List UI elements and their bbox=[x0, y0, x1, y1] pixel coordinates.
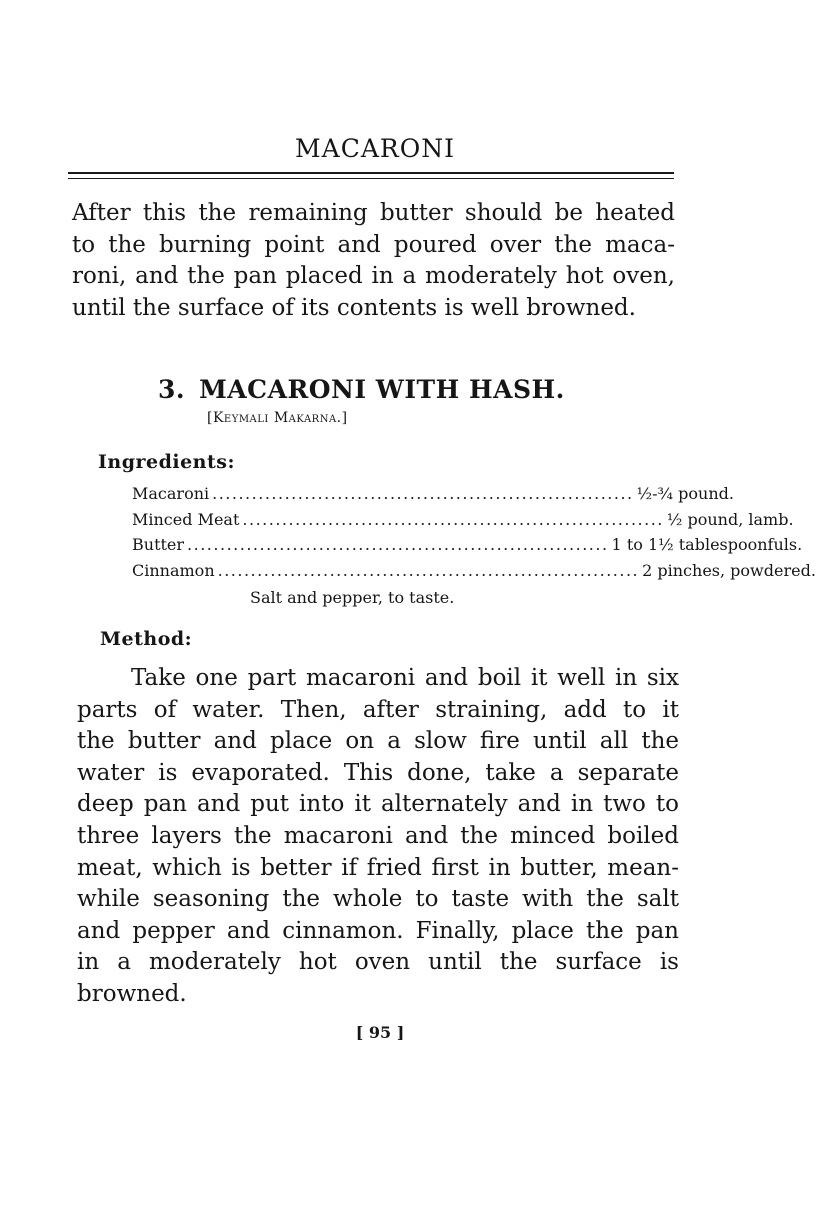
recipe-subtitle: [Keymali Makarna.] bbox=[207, 410, 348, 426]
paragraph-line: in a moderately hot oven until the surface is bbox=[77, 949, 679, 976]
paragraph-line: meat, which is better if fried first in butter, mean- bbox=[77, 854, 679, 881]
recipe-title-text: MACARONI WITH HASH. bbox=[199, 375, 565, 404]
paragraph-line: roni, and the pan placed in a moderately hot oven, bbox=[72, 263, 675, 290]
paragraph-line: and pepper and cinnamon. Finally, place the pan bbox=[77, 917, 679, 944]
method-paragraph bbox=[77, 663, 679, 1011]
recipe-number: 3. bbox=[158, 375, 186, 404]
paragraph-line: the butter and place on a slow fire until all the bbox=[77, 728, 679, 755]
dot-leader: ................................................................ bbox=[242, 509, 664, 529]
intro-paragraph bbox=[72, 198, 675, 324]
paragraph-line: until the surface of its contents is well browned. bbox=[72, 294, 636, 321]
paragraph-line: while seasoning the whole to taste with the salt bbox=[77, 886, 679, 913]
ingredient-name: Macaroni bbox=[132, 484, 210, 503]
ingredient-name: Minced Meat bbox=[132, 509, 240, 529]
paragraph-line: to the burning point and poured over the maca- bbox=[72, 231, 675, 258]
header-rule-thin bbox=[68, 178, 674, 179]
paragraph-line: deep pan and put into it alternately and in two to bbox=[77, 791, 679, 818]
ingredient-amount: ½-¾ pound. bbox=[636, 484, 734, 503]
method-heading: Method: bbox=[100, 628, 193, 650]
dot-leader: ................................................................ bbox=[212, 484, 634, 503]
ingredients-heading: Ingredients: bbox=[98, 451, 235, 473]
ingredient-row bbox=[132, 509, 794, 536]
paragraph-line: browned. bbox=[77, 980, 187, 1007]
dot-leader: ................................................................ bbox=[187, 535, 609, 554]
recipe-title bbox=[158, 375, 565, 404]
header-rule-thick bbox=[68, 172, 674, 174]
paragraph-line: three layers the macaroni and the minced boiled bbox=[77, 822, 679, 849]
dot-leader: ................................................................ bbox=[217, 560, 640, 580]
paragraph-line: After this the remaining butter should be heated bbox=[72, 200, 675, 226]
paragraph-line: water is evaporated. This done, take a separate bbox=[77, 759, 679, 786]
ingredient-amount: 2 pinches, powdered. bbox=[642, 560, 816, 580]
ingredient-row bbox=[132, 535, 803, 561]
ingredient-row bbox=[132, 484, 734, 510]
ingredient-name: Cinnamon bbox=[132, 560, 215, 580]
ingredient-amount: 1 to 1½ tablespoonfuls. bbox=[611, 535, 803, 554]
ingredients-list bbox=[132, 484, 816, 586]
ingredient-amount: ½ pound, lamb. bbox=[666, 509, 794, 529]
ingredient-row bbox=[132, 560, 816, 587]
page-number: [ 95 ] bbox=[355, 1023, 405, 1042]
seasoning-note: Salt and pepper, to taste. bbox=[250, 588, 455, 607]
ingredient-name: Butter bbox=[132, 535, 185, 554]
running-head: MACARONI bbox=[295, 134, 455, 163]
paragraph-line: Take one part macaroni and boil it well in six bbox=[131, 665, 679, 691]
paragraph-line: parts of water. Then, after straining, add to it bbox=[77, 696, 679, 723]
